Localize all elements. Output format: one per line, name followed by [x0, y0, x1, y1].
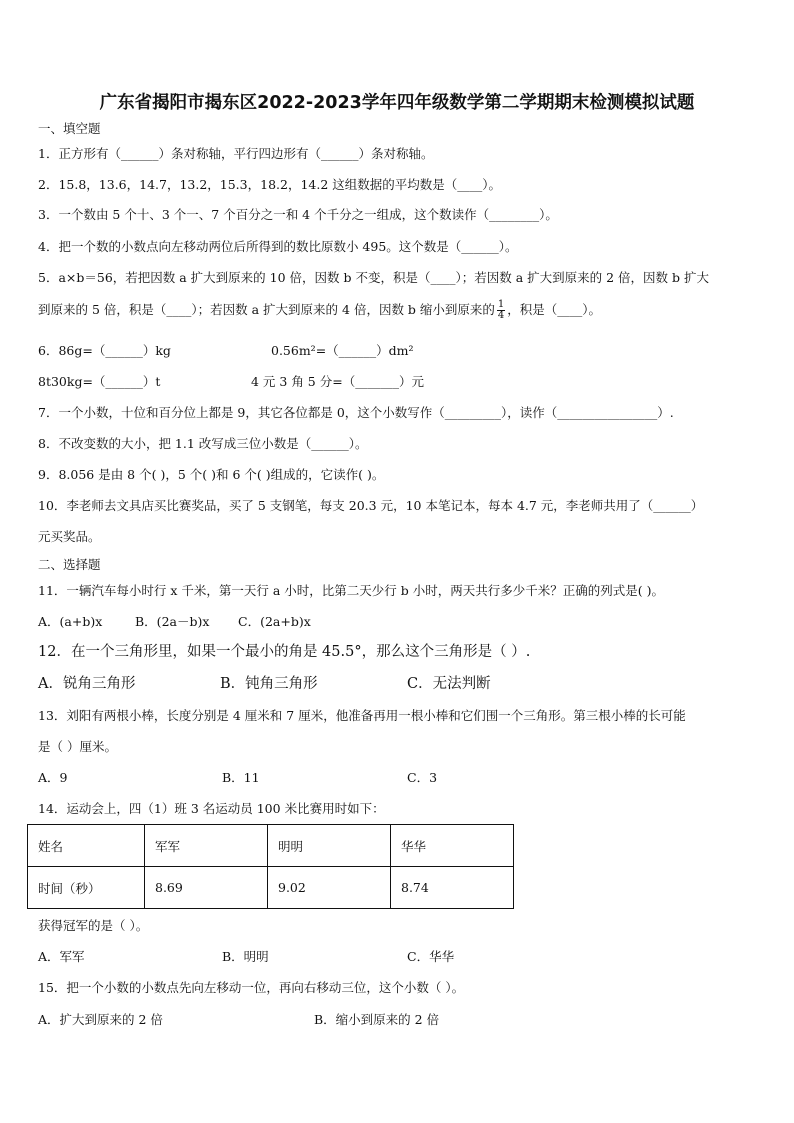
fraction-denominator: 4	[497, 310, 505, 321]
question-10-line-1: 10．李老师去文具店买比赛奖品，买了 5 支钢笔，每支 20.3 元，10 本笔记本，每本 4.7 元，李老师共用了（______）	[38, 498, 704, 513]
option-c: C．华华	[407, 949, 455, 964]
page-title: 广东省揭阳市揭东区2022-2023学年四年级数学第二学期期末检测模拟试题	[99, 93, 695, 113]
fraction-numerator: 1	[497, 299, 505, 310]
option-b: B．11	[222, 770, 260, 785]
table-row	[28, 867, 514, 909]
table-cell: 姓名	[28, 825, 145, 867]
table-cell: 时间（秒）	[28, 867, 145, 909]
question-5-line-1: 5．a×b＝56，若把因数 a 扩大到原来的 10 倍，因数 b 不变，积是（____）；若因数 a 扩大到原来的 2 倍，因数 b 扩大	[38, 270, 709, 285]
question-5-text-post: ，积是（____）。	[507, 302, 602, 317]
question-13-options	[38, 770, 438, 786]
question-15-options	[38, 1012, 440, 1028]
option-a: A．(a+b)x	[38, 614, 103, 629]
question-6-row-2	[38, 374, 424, 390]
question-13-line-2: 是（ ）厘米。	[38, 739, 117, 754]
question-6-area: 0.56m²=（______）dm²	[271, 343, 414, 358]
question-6-row-1	[38, 343, 414, 359]
question-5-text-pre: 到原来的 5 倍，积是（____）；若因数 a 扩大到原来的 4 倍，因数 b 缩小到原来的	[38, 302, 495, 317]
option-b: B．缩小到原来的 2 倍	[314, 1012, 440, 1027]
option-a: A．锐角三角形	[38, 676, 136, 692]
table-cell: 华华	[391, 825, 514, 867]
question-3: 3．一个数由 5 个十、3 个一、7 个百分之一和 4 个千分之一组成，这个数读作（________）。	[38, 207, 558, 222]
question-9: 9．8.056 是由 8 个( )，5 个( )和 6 个( )组成的，它读作( )。	[38, 467, 385, 482]
question-11-options	[38, 614, 311, 630]
question-4: 4．把一个数的小数点向左移动两位后所得到的数比原数小 495。这个数是（______）。	[38, 239, 518, 254]
option-a: A．军军	[38, 949, 85, 964]
section-heading-choice: 二、选择题	[38, 557, 101, 572]
table-cell: 军军	[145, 825, 268, 867]
option-b: B．钝角三角形	[220, 676, 318, 692]
race-times-table	[27, 824, 514, 909]
option-b: B．(2a－b)x	[135, 614, 210, 629]
question-12-options	[38, 676, 491, 692]
option-a: A．9	[38, 770, 68, 785]
question-10-line-2: 元买奖品。	[38, 529, 101, 544]
question-5-line-2	[38, 300, 601, 321]
question-12: 12．在一个三角形里，如果一个最小的角是 45.5°，那么这个三角形是（ ）.	[38, 644, 531, 660]
question-6-weight: 8t30kg=（______）t	[38, 374, 161, 389]
fraction-one-quarter	[497, 300, 505, 321]
option-c: C．无法判断	[407, 676, 491, 692]
question-15: 15．把一个小数的小数点先向左移动一位，再向右移动三位，这个小数（ ）。	[38, 980, 465, 995]
question-7: 7．一个小数，十位和百分位上都是 9，其它各位都是 0，这个小数写作（_________），读作（________________）.	[38, 405, 674, 420]
option-c: C．(2a+b)x	[238, 614, 311, 629]
question-14-options	[38, 949, 455, 965]
option-a: A．扩大到原来的 2 倍	[38, 1012, 163, 1027]
table-cell: 明明	[268, 825, 391, 867]
table-cell: 8.74	[391, 867, 514, 909]
table-header-row	[28, 825, 514, 867]
question-13-line-1: 13．刘阳有两根小棒，长度分别是 4 厘米和 7 厘米，他准备再用一根小棒和它们围一个三角形。第三根小棒的长可能	[38, 708, 686, 723]
question-11: 11．一辆汽车每小时行 x 千米，第一天行 a 小时，比第二天少行 b 小时，两天共行多少千米？正确的列式是( )。	[38, 583, 664, 598]
option-b: B．明明	[222, 949, 269, 964]
option-c: C．3	[407, 770, 438, 785]
question-8: 8．不改变数的大小，把 1.1 改写成三位小数是（______）。	[38, 436, 368, 451]
table-cell: 8.69	[145, 867, 268, 909]
table-cell: 9.02	[268, 867, 391, 909]
section-heading-fill-blank: 一、填空题	[38, 121, 101, 136]
question-14: 14．运动会上，四（1）班 3 名运动员 100 米比赛用时如下：	[38, 801, 385, 816]
question-2: 2．15.8，13.6，14.7，13.2，15.3，18.2，14.2 这组数据的平均数是（____）。	[38, 177, 502, 192]
question-14-prompt: 获得冠军的是（ ）。	[38, 918, 149, 933]
question-6-money: 4 元 3 角 5 分=（_______）元	[251, 374, 424, 389]
question-1: 1．正方形有（______）条对称轴，平行四边形有（______）条对称轴。	[38, 146, 434, 161]
question-6-mass: 6．86g=（______）kg	[38, 343, 171, 358]
